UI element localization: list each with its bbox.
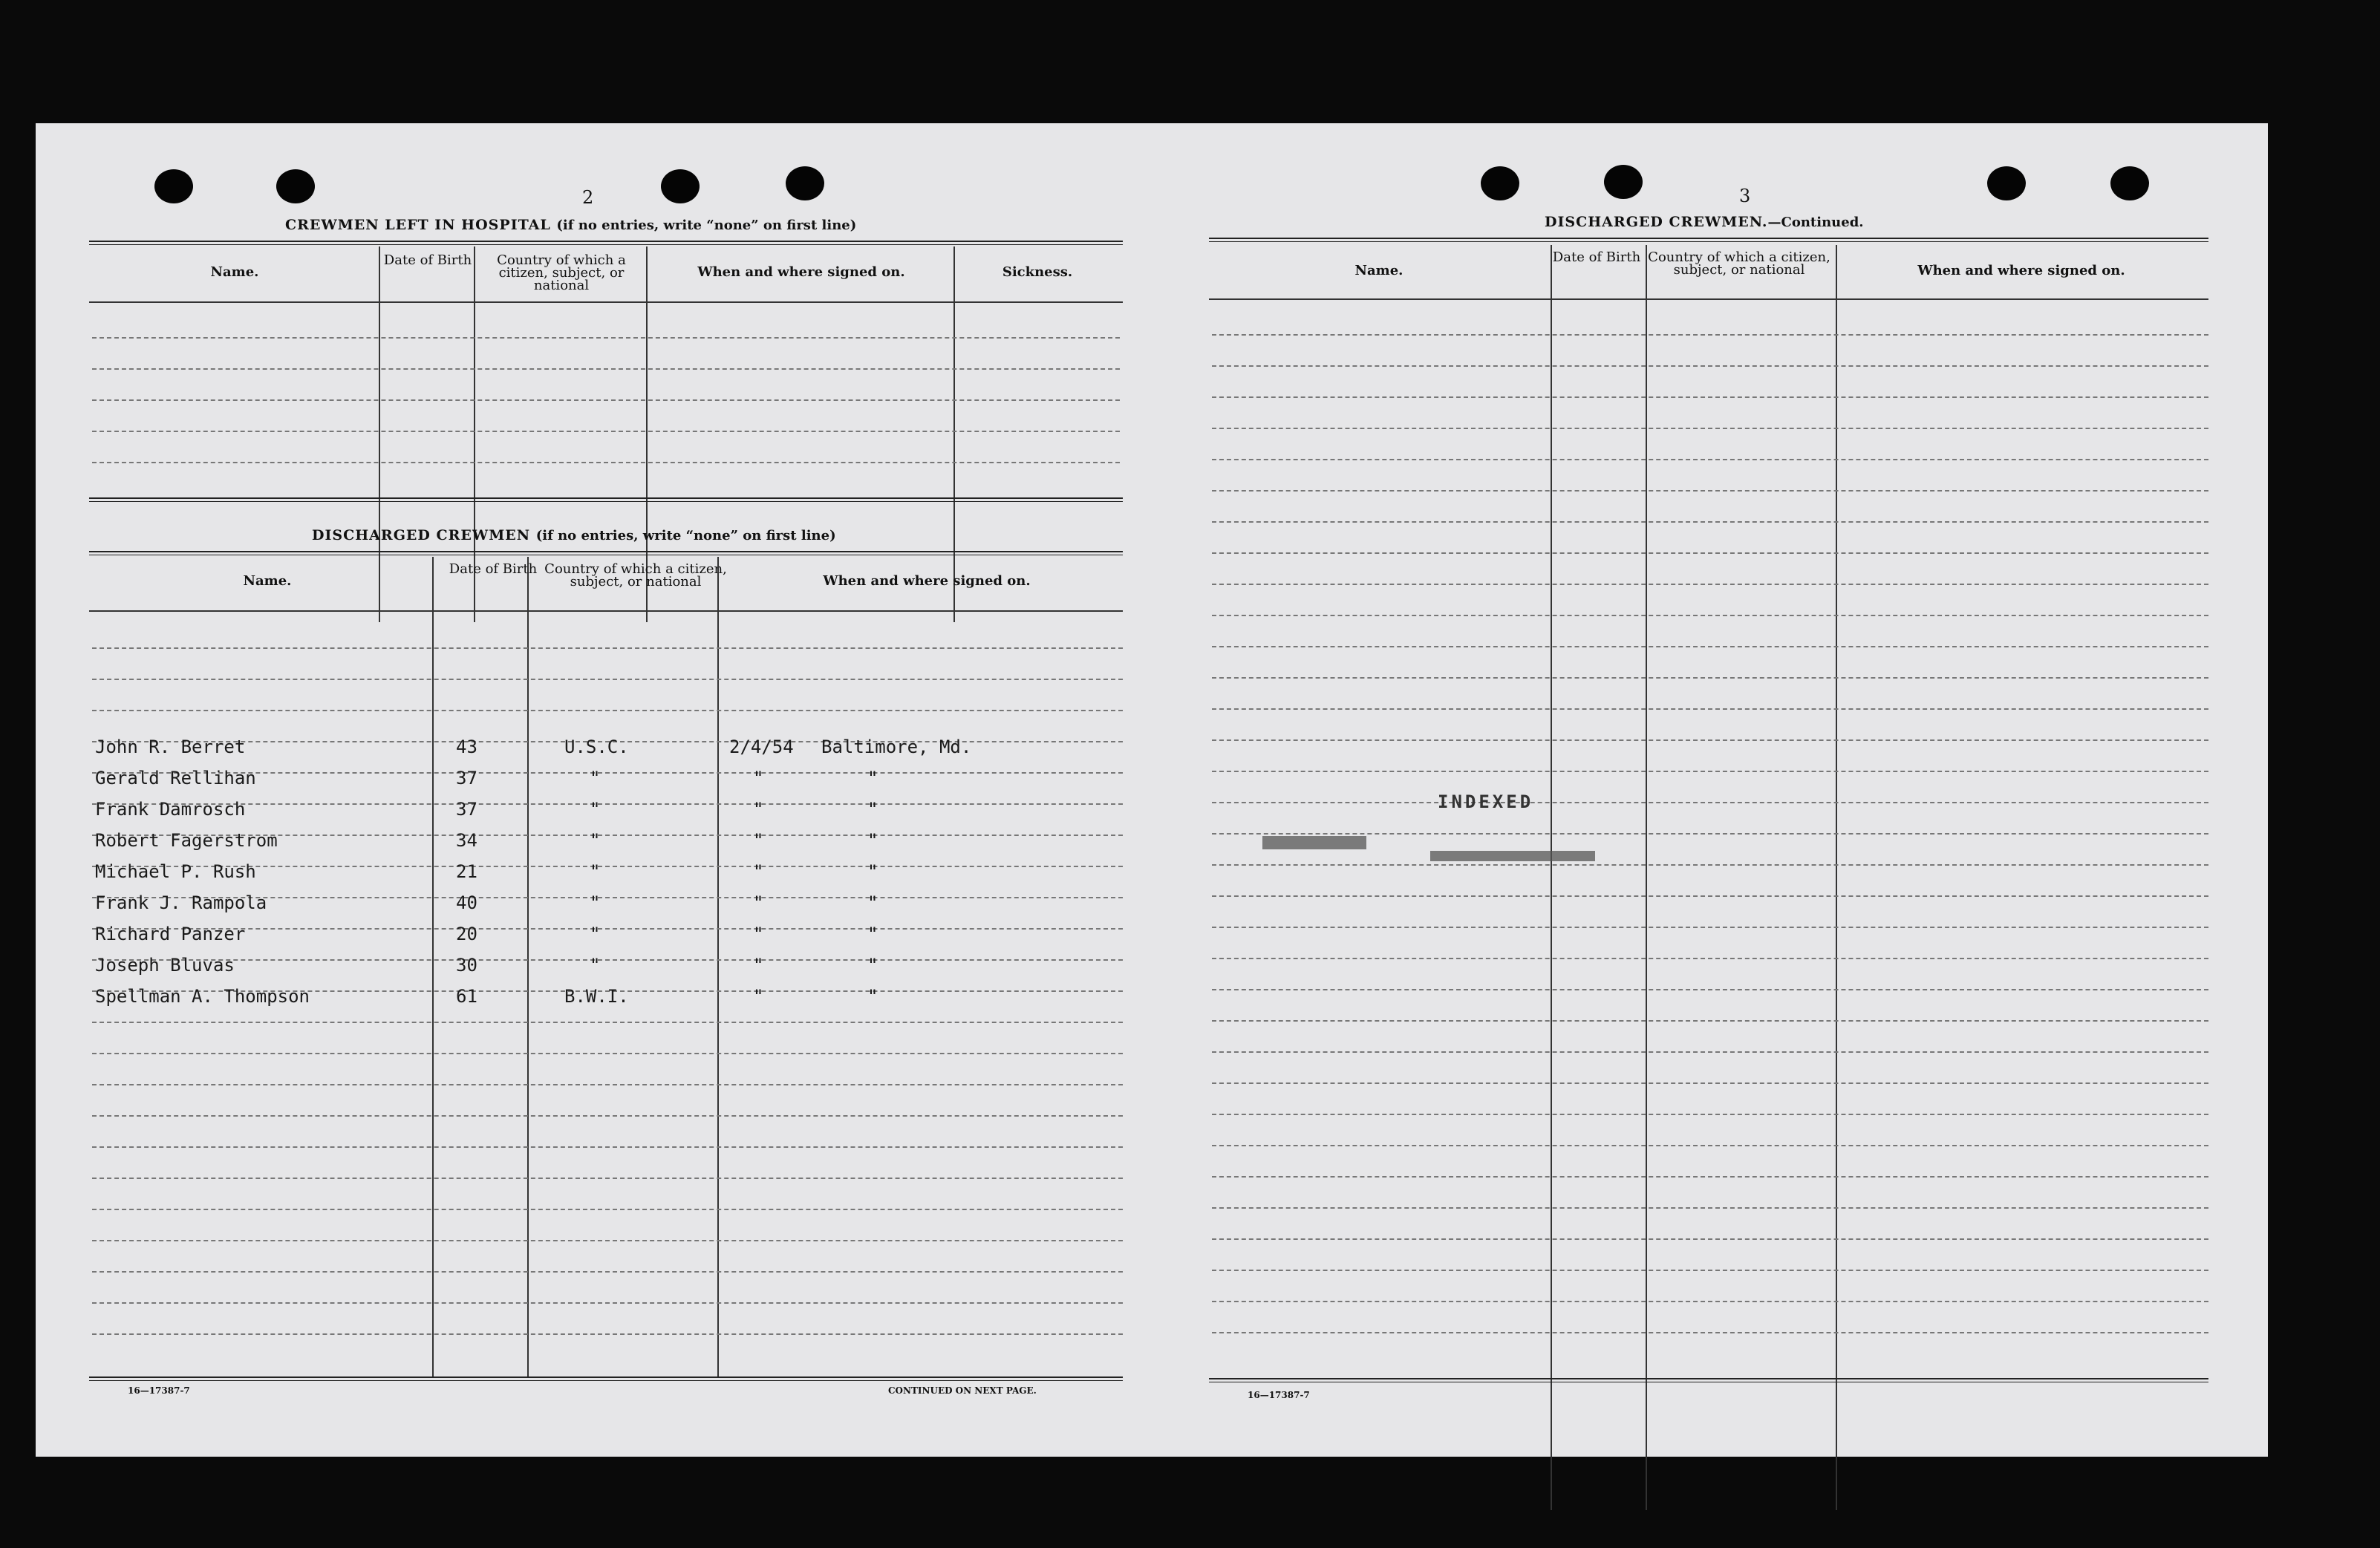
signed-on-place: " — [867, 861, 878, 882]
double-rule — [89, 497, 1123, 502]
birth-year: 37 — [456, 768, 477, 788]
entry-line — [92, 1209, 1123, 1210]
signed-on-date: " — [753, 924, 764, 944]
birth-year: 30 — [456, 955, 477, 976]
signed-on-place: Baltimore, Md. — [821, 737, 972, 757]
double-rule — [89, 241, 1123, 245]
signed-on-place: " — [867, 830, 878, 851]
double-rule — [89, 1376, 1123, 1381]
birth-year: 21 — [456, 861, 477, 882]
entry-line — [1212, 927, 2208, 928]
country: " — [590, 799, 601, 820]
stamp-smudge — [1430, 851, 1595, 861]
signed-on-date: " — [753, 799, 764, 820]
column-divider — [953, 246, 955, 622]
entry-line — [92, 1084, 1123, 1085]
country: " — [590, 924, 601, 944]
header-rule — [89, 301, 1123, 303]
hospital-header-name: Name. — [210, 264, 259, 280]
right-page — [1150, 123, 2268, 1457]
entry-line — [1212, 1051, 2208, 1053]
entry-line — [92, 647, 1123, 649]
column-divider — [1551, 245, 1552, 1510]
entry-line — [1212, 771, 2208, 772]
entry-line — [92, 928, 1123, 930]
entry-line — [92, 462, 1120, 463]
entry-line — [92, 679, 1123, 680]
country: " — [590, 955, 601, 976]
entry-line — [92, 1302, 1123, 1304]
entry-line — [92, 399, 1120, 401]
hospital-header-dob: Date of Birth — [383, 252, 472, 268]
entry-line — [1212, 428, 2208, 429]
signed-on-date: 2/4/54 — [729, 737, 794, 757]
entry-line — [92, 1333, 1123, 1335]
entry-line — [92, 1022, 1123, 1023]
crewman-name: John R. Berret — [95, 737, 246, 757]
right-header-dob: Date of Birth — [1552, 249, 1641, 265]
signed-on-date: " — [753, 892, 764, 913]
form-number: 16—17387-7 — [128, 1385, 190, 1396]
entry-line — [92, 368, 1120, 370]
right-header-country: Country of which a citizen, subject, or national — [1648, 249, 1830, 278]
crewman-name: Gerald Rellihan — [95, 768, 256, 788]
entry-line — [1212, 396, 2208, 398]
right-header-name: Name. — [1354, 263, 1403, 278]
entry-line — [1212, 459, 2208, 460]
birth-year: 20 — [456, 924, 477, 944]
entry-line — [1212, 1301, 2208, 1302]
hospital-section-title — [285, 217, 856, 233]
entry-line — [1212, 895, 2208, 897]
continued-note: CONTINUED ON NEXT PAGE. — [888, 1385, 1037, 1396]
continued-section-title — [1545, 214, 1864, 230]
country: " — [590, 830, 601, 851]
discharged-header-country: Country of which a citizen, subject, or national — [544, 561, 727, 590]
discharged-subtitle-text: (if no entries, write “none” on first line) — [535, 528, 836, 543]
entry-line — [92, 1053, 1123, 1054]
hospital-header-sickness: Sickness. — [1002, 264, 1073, 280]
entry-line — [1212, 584, 2208, 585]
discharged-header-when: When and where signed on. — [823, 573, 1031, 589]
signed-on-date: " — [753, 768, 764, 788]
entry-line — [1212, 708, 2208, 710]
entry-line — [1212, 677, 2208, 679]
country: U.S.C. — [564, 737, 629, 757]
birth-year: 34 — [456, 830, 477, 851]
stamp-smudge — [1262, 836, 1366, 849]
entry-line — [92, 431, 1120, 432]
signed-on-place: " — [867, 768, 878, 788]
entry-line — [1212, 646, 2208, 647]
double-rule — [89, 551, 1123, 555]
crewman-name: Robert Fagerstrom — [95, 830, 278, 851]
entry-line — [1212, 521, 2208, 523]
page-number: 3 — [1739, 186, 1751, 206]
entry-line — [1212, 1207, 2208, 1209]
entry-line — [1212, 864, 2208, 866]
entry-line — [1212, 615, 2208, 616]
entry-line — [92, 803, 1123, 805]
signed-on-date: " — [753, 830, 764, 851]
entry-line — [92, 1271, 1123, 1273]
hospital-header-country: Country of which a citizen, subject, or national — [497, 252, 626, 293]
double-rule — [1209, 1378, 2208, 1382]
entry-line — [1212, 1114, 2208, 1115]
entry-line — [1212, 552, 2208, 554]
country: " — [590, 861, 601, 882]
entry-line — [1212, 490, 2208, 491]
hospital-title-text: CREWMEN LEFT IN HOSPITAL — [285, 217, 551, 233]
signed-on-place: " — [867, 892, 878, 913]
entry-line — [1212, 1082, 2208, 1084]
entry-line — [1212, 1020, 2208, 1022]
indexed-stamp: INDEXED — [1438, 791, 1534, 812]
crewman-name: Richard Panzer — [95, 924, 246, 944]
right-header-when: When and where signed on. — [1917, 263, 2125, 278]
signed-on-place: " — [867, 955, 878, 976]
birth-year: 61 — [456, 986, 477, 1007]
hospital-header-when: When and where signed on. — [697, 264, 905, 280]
signed-on-date: " — [753, 861, 764, 882]
entry-line — [92, 1146, 1123, 1148]
entry-line — [1212, 1176, 2208, 1178]
column-divider — [1836, 245, 1837, 1510]
form-number: 16—17387-7 — [1248, 1390, 1310, 1400]
country: B.W.I. — [564, 986, 629, 1007]
entry-line — [1212, 1332, 2208, 1333]
crewman-name: Frank J. Rampola — [95, 892, 267, 913]
entry-line — [1212, 958, 2208, 959]
entry-line — [1212, 334, 2208, 336]
entry-line — [1212, 365, 2208, 367]
signed-on-place: " — [867, 986, 878, 1007]
signed-on-date: " — [753, 986, 764, 1007]
header-rule — [1209, 298, 2208, 300]
continued-suffix-text: —Continued. — [1767, 215, 1864, 230]
double-rule — [1209, 238, 2208, 242]
crewman-name: Spellman A. Thompson — [95, 986, 310, 1007]
discharged-header-dob: Date of Birth — [449, 561, 538, 577]
country: " — [590, 892, 601, 913]
entry-line — [1212, 1238, 2208, 1240]
entry-line — [92, 710, 1123, 711]
signed-on-place: " — [867, 799, 878, 820]
entry-line — [1212, 989, 2208, 990]
crewman-name: Michael P. Rush — [95, 861, 256, 882]
birth-year: 40 — [456, 892, 477, 913]
entry-line — [1212, 833, 2208, 835]
entry-line — [92, 1115, 1123, 1117]
discharged-section-title — [312, 527, 836, 543]
discharged-header-name: Name. — [243, 573, 292, 589]
entry-line — [92, 1178, 1123, 1179]
entry-line — [92, 337, 1120, 339]
entry-line — [1212, 1145, 2208, 1146]
entry-line — [1212, 1270, 2208, 1271]
column-divider — [1646, 245, 1647, 1510]
hospital-subtitle-text: (if no entries, write “none” on first line) — [556, 218, 857, 233]
signed-on-place: " — [867, 924, 878, 944]
birth-year: 37 — [456, 799, 477, 820]
continued-title-text: DISCHARGED CREWMEN. — [1545, 214, 1768, 230]
left-page — [36, 123, 1150, 1457]
entry-line — [92, 959, 1123, 961]
crewman-name: Frank Damrosch — [95, 799, 246, 820]
entry-line — [92, 1240, 1123, 1241]
country: " — [590, 768, 601, 788]
birth-year: 43 — [456, 737, 477, 757]
document-sheet — [36, 123, 2268, 1457]
signed-on-date: " — [753, 955, 764, 976]
entry-line — [1212, 802, 2208, 803]
discharged-title-text: DISCHARGED CREWMEN — [312, 527, 531, 543]
entry-line — [1212, 739, 2208, 741]
header-rule — [89, 610, 1123, 612]
page-number: 2 — [582, 187, 594, 208]
column-divider — [379, 246, 380, 622]
crewman-name: Joseph Bluvas — [95, 955, 235, 976]
